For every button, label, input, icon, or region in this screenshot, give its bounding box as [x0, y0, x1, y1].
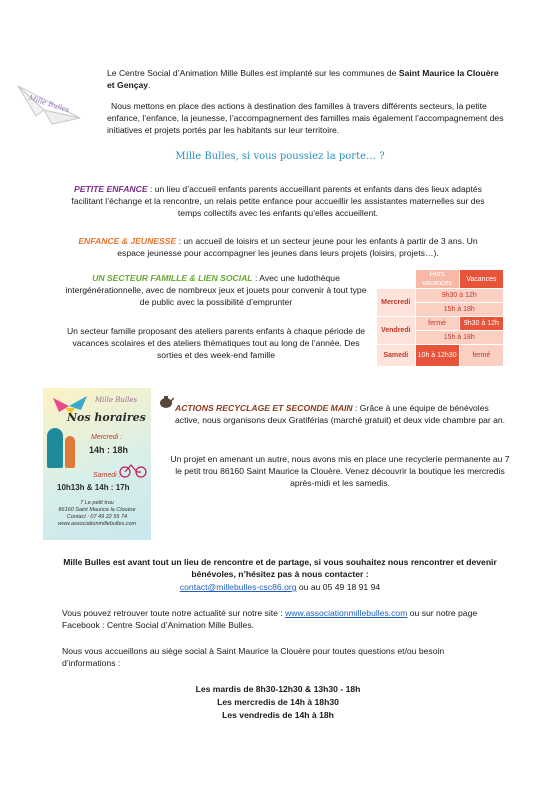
- schedule-day-mercredi: Mercredi: [377, 289, 416, 317]
- contact-line: contact@millebulles-csc86.org ou au 05 49 18 91 94: [179, 582, 381, 592]
- kettle-icon: [158, 393, 174, 409]
- web-paragraph: Vous pouvez retrouver toute notre actualité sur notre site : www.associationmillebulles.com ou sur notre page Facebook : Centre Social d’Animation Mille Bulles.: [62, 608, 478, 630]
- schedule-day-samedi: Samedi: [377, 345, 416, 367]
- accueil-paragraph: Nous vous accueillons au siège social à Saint Maurice la Clouère pour toutes questions et/ou besoin d’informations :: [62, 646, 445, 668]
- hours-line-vendredi: Les vendredis de 14h à 18h: [222, 710, 334, 720]
- poster-mer-label: Mercredi :: [91, 434, 123, 441]
- schedule-empty-cell: [377, 270, 416, 289]
- website-link[interactable]: www.associationmillebulles.com: [285, 608, 408, 618]
- intro-paragraph-2: Nous mettons en place des actions à destination des familles à travers différents secteurs, la petite enfance, l’enfance, la jeunesse, l’accompagnement des familles mais également l’accompagnement des initiatives et projets portés par les habitants sur leur territoire.: [107, 101, 504, 135]
- schedule-col-hors: Hors vacances: [415, 270, 459, 289]
- poster-title: Nos horaires: [67, 411, 146, 424]
- section-petite-enfance: PETITE ENFANCE : un lieu d’accueil enfants parents accueillant parents et enfants dans des lieux adaptés facilitant l’échange et la rencontre, un relais petite enfance pour accueillir les assistantes maternelles sur des temps collectifs avec les enfants qu’elles accueillent.: [71, 184, 485, 218]
- section-recyclage: ACTIONS RECYCLAGE ET SECONDE MAIN : Grâce à une équipe de bénévoles active, nous organisons deux Gratiférias (marché gratuit) et deux vide chambre par an.: [175, 403, 506, 425]
- schedule-table: [376, 269, 504, 367]
- section-famille: UN SECTEUR FAMILLE & LIEN SOCIAL : Avec une ludothèque intergénérationnelle, avec de nombreux jeux et jouets pour convenir à tout type de public avec la possibilité d’emprunter: [65, 273, 367, 307]
- schedule-col-vacances: Vacances: [459, 270, 503, 289]
- contact-email-link[interactable]: contact@millebulles-csc86.org: [179, 582, 297, 592]
- hours-line-mercredi: Les mercredis de 14h à 18h30: [217, 697, 339, 707]
- bicycle-icon: [119, 460, 147, 478]
- schedule-cell: fermé: [415, 317, 459, 331]
- opening-hours: [62, 683, 494, 722]
- schedule-cell: 10h à 12h30: [415, 345, 459, 367]
- schedule-cell: 15h à 18h: [415, 303, 503, 317]
- section-famille-2: Un secteur famille proposant des ateliers parents enfants à chaque période de vacances scolaires et des ateliers thématiques tout au long de l’année. Des sorties et des week-end famille: [66, 326, 366, 360]
- schedule-cell: fermé: [459, 345, 503, 367]
- person-figure: [65, 436, 75, 468]
- schedule-day-vendredi: Vendredi: [377, 317, 416, 345]
- poster-brand: Mille Bulles: [95, 396, 138, 404]
- schedule-cell: 9h30 à 12h: [459, 317, 503, 331]
- hours-poster: [43, 388, 151, 540]
- person-figure: [47, 428, 63, 468]
- logo: [14, 78, 84, 128]
- poster-sam-hours: 10h13h & 14h : 17h: [57, 483, 130, 492]
- intro-paragraph-1: Le Centre Social d’Animation Mille Bulles est implanté sur les communes de Saint Maurice la Clouère et Gençay.: [107, 68, 499, 90]
- poster-mer-hours: 14h : 18h: [89, 445, 129, 455]
- tagline: Mille Bulles, si vous poussiez la porte… ?: [175, 151, 385, 162]
- schedule-cell: 15h à 18h: [415, 331, 503, 345]
- poster-sam-label: Samedi :: [93, 472, 121, 479]
- hours-line-mardi: Les mardis de 8h30-12h30 & 13h30 - 18h: [195, 684, 361, 694]
- schedule-cell: 9h30 à 12h: [415, 289, 503, 303]
- section-enfance-jeunesse: ENFANCE & JEUNESSE : un accueil de loisirs et un secteur jeune pour les enfants à partir de 3 ans. Un espace jeunesse pour accompagner les jeunes dans leurs projets (loisirs, projets…).: [78, 236, 478, 258]
- section-recyclage-2: Un projet en amenant un autre, nous avons mis en place une recyclerie permanente au 7 le petit trou 86160 Saint Maurice la Clouère. Venez découvrir la boutique les mercredis après-midi et les samedis.: [170, 454, 510, 488]
- logo-text: Mille Bulles: [27, 93, 71, 115]
- poster-address: 7 Le petit trou 86160 Saint Maurice la Clouère Contact : 07 49 22 55 74 www.associationmillebulles.com: [57, 500, 137, 527]
- contact-heading: Mille Bulles est avant tout un lieu de rencontre et de partage, si vous souhaitez nous rencontrer et devenir bénévoles, n’hésitez pas à nous contacter :: [63, 557, 497, 579]
